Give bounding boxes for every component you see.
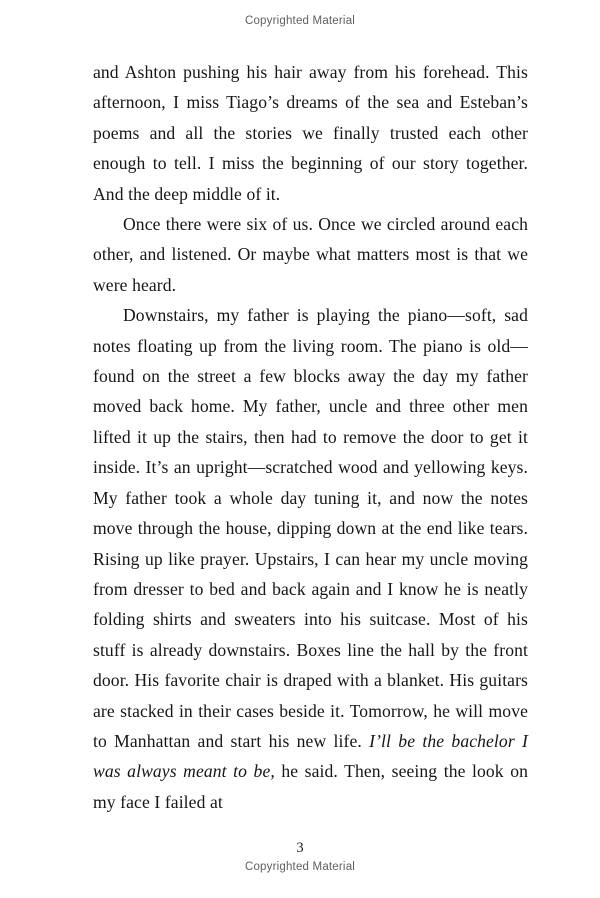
paragraph-text: Downstairs, my father is playing the piano—soft, sad notes floating up from the living room. The piano is old—found on the street a few blocks away the day my father moved back home. My father, uncle and three other men lifted it up the stairs, then had to remove the door to get it inside. It’s an upright—scratched wood and yellowing keys. My father took a whole day tuning it, and now the notes move through the house, dipping down at the end like tears. Rising up like prayer. Upstairs, I can hear my uncle moving from dresser to bed and back again and I know he is neatly folding shirts and sweaters into his suitcase. Most of his stuff is already downstairs. Boxes line the hall by the front door. His favorite chair is draped with a blanket. His guitars are stacked in their cases beside it. Tomorrow, he will move to Manhattan and start his new life. bbox=[93, 305, 528, 751]
page-text bbox=[93, 57, 528, 817]
paragraph: Once there were six of us. Once we circled around each other, and listened. Or maybe what matters most is that we were heard. bbox=[93, 214, 528, 295]
copyright-notice-bottom: Copyrighted Material bbox=[244, 861, 356, 873]
paragraph-text-italic: I’ll be the bachelor I was always meant to be, bbox=[93, 730, 528, 782]
paragraph bbox=[93, 300, 528, 817]
paragraph-text: he said. Then, seeing the look on my face I failed at bbox=[93, 761, 528, 812]
page-number: 3 bbox=[296, 840, 304, 856]
paragraph: and Ashton pushing his hair away from his forehead. This afternoon, I miss Tiago’s dreams of the sea and Esteban’s poems and all the stories we finally trusted each other enough to tell. I miss the beginning of our story together. And the deep middle of it. bbox=[93, 62, 528, 204]
copyright-notice-top: Copyrighted Material bbox=[244, 15, 356, 27]
